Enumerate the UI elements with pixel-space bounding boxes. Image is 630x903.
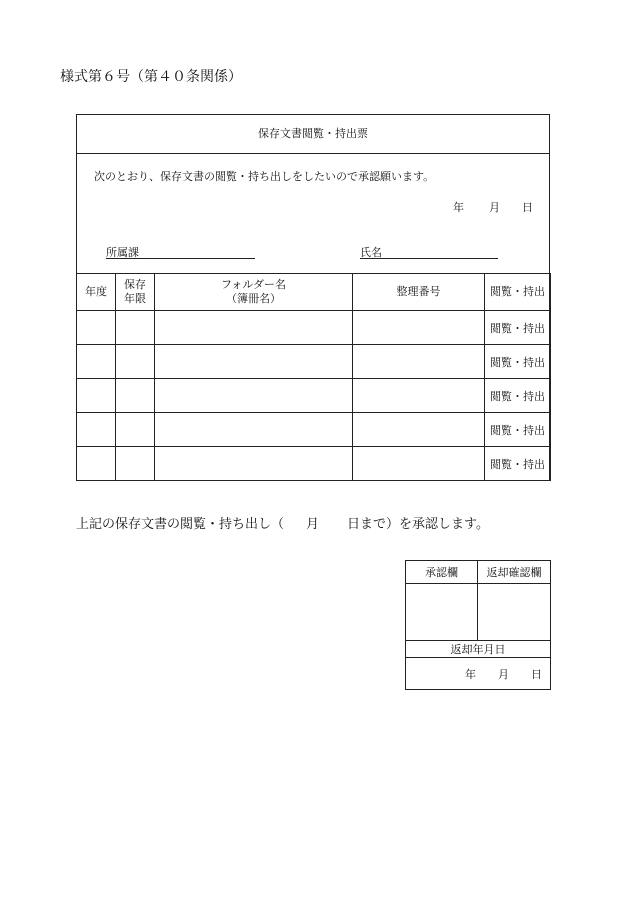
date-month-label: 月 — [489, 201, 500, 214]
return-date-header-row — [406, 641, 551, 658]
header-seiri: 整理番号 — [353, 274, 485, 311]
date-day-label: 日 — [522, 201, 533, 214]
cell-hozon[interactable] — [116, 345, 155, 379]
cell-folder[interactable] — [155, 379, 353, 413]
return-check-stamp-cell[interactable] — [478, 584, 551, 641]
name-label: 氏名 — [360, 246, 382, 259]
cell-etsuran[interactable]: 閲覧・持出 — [485, 345, 551, 379]
header-hozon: 保存 年限 — [116, 274, 155, 311]
cell-hozon[interactable] — [116, 311, 155, 345]
cell-nendo[interactable] — [77, 311, 116, 345]
return-year: 年 — [465, 667, 476, 681]
return-date-cell[interactable] — [406, 658, 551, 690]
approval-box-stamp-row — [406, 584, 551, 641]
header-nendo: 年度 — [77, 274, 116, 311]
cell-folder[interactable] — [155, 413, 353, 447]
approval-box — [405, 560, 551, 690]
cell-seiri[interactable] — [353, 413, 485, 447]
cell-nendo[interactable] — [77, 447, 116, 481]
form-number: 様式第６号（第４０条関係） — [60, 69, 242, 85]
request-text: 次のとおり、保存文書の閲覧・持ち出しをしたいので承認願います。 — [94, 170, 435, 183]
return-month: 月 — [498, 667, 509, 681]
cell-nendo[interactable] — [77, 413, 116, 447]
cell-folder[interactable] — [155, 345, 353, 379]
department-field[interactable] — [106, 258, 255, 259]
cell-seiri[interactable] — [353, 345, 485, 379]
cell-nendo[interactable] — [77, 379, 116, 413]
cell-folder[interactable] — [155, 311, 353, 345]
approval-box-header — [406, 561, 551, 584]
table-header-row — [77, 274, 551, 311]
table-row — [77, 447, 551, 481]
return-date-label: 返却年月日 — [406, 641, 551, 658]
approval-month: 月 — [306, 517, 320, 532]
cell-hozon[interactable] — [116, 413, 155, 447]
header-etsuran: 閲覧・持出 — [485, 274, 551, 311]
approval-prefix: 上記の保存文書の閲覧・持ち出し（ — [76, 517, 285, 532]
approval-stamp-cell[interactable] — [406, 584, 478, 641]
header-folder: フォルダー名 （簿冊名） — [155, 274, 353, 311]
table-row — [77, 311, 551, 345]
document-table — [76, 273, 551, 481]
approval-statement — [76, 513, 489, 532]
form-title: 保存文書閲覧・持出票 — [76, 114, 550, 154]
cell-etsuran[interactable]: 閲覧・持出 — [485, 413, 551, 447]
cell-seiri[interactable] — [353, 379, 485, 413]
approval-day-suffix: 日まで）を承認します。 — [347, 517, 489, 532]
cell-hozon[interactable] — [116, 379, 155, 413]
cell-hozon[interactable] — [116, 447, 155, 481]
cell-seiri[interactable] — [353, 447, 485, 481]
cell-folder[interactable] — [155, 447, 353, 481]
table-row — [77, 345, 551, 379]
department-label: 所属課 — [106, 246, 139, 259]
cell-etsuran[interactable]: 閲覧・持出 — [485, 447, 551, 481]
approval-column-label: 承認欄 — [406, 561, 478, 584]
return-date-row — [406, 658, 551, 690]
return-day: 日 — [531, 667, 542, 681]
name-field[interactable] — [360, 258, 498, 259]
table-row — [77, 379, 551, 413]
cell-etsuran[interactable]: 閲覧・持出 — [485, 379, 551, 413]
cell-seiri[interactable] — [353, 311, 485, 345]
table-row — [77, 413, 551, 447]
cell-etsuran[interactable]: 閲覧・持出 — [485, 311, 551, 345]
return-check-column-label: 返却確認欄 — [478, 561, 551, 584]
date-year-label: 年 — [453, 201, 464, 214]
cell-nendo[interactable] — [77, 345, 116, 379]
